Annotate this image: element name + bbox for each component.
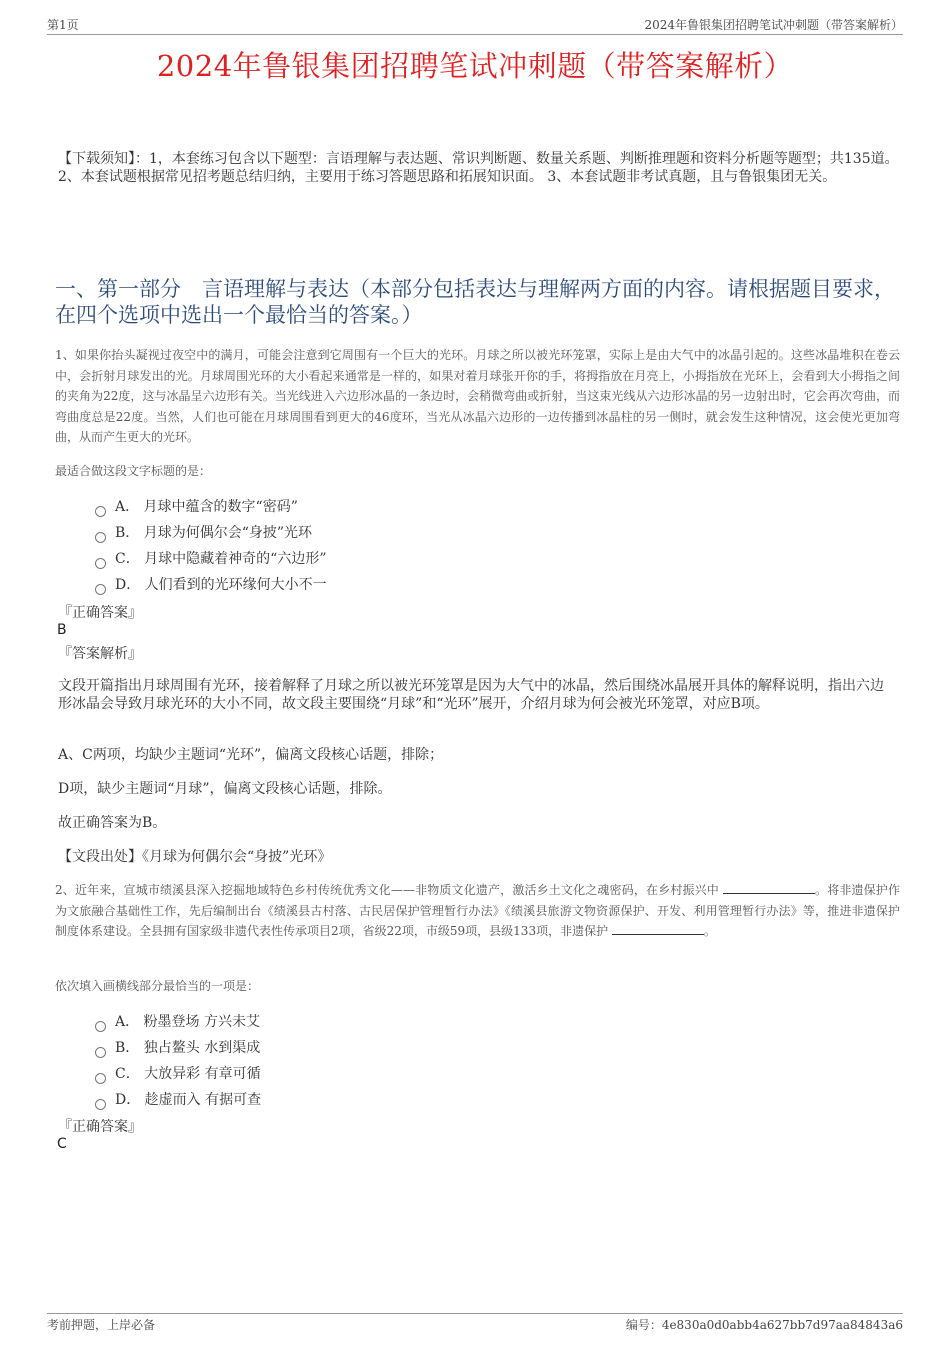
- option-c[interactable]: C． 月球中隐藏着神奇的“六边形”: [95, 546, 327, 572]
- option-a[interactable]: A． 粉墨登场 方兴未艾: [95, 1009, 261, 1035]
- page-header: [47, 16, 903, 35]
- question-1-prompt: 最适合做这段文字标题的是：: [55, 464, 212, 478]
- analysis-label: 『答案解析』: [58, 646, 142, 662]
- option-b[interactable]: B． 月球为何偶尔会“身披”光环: [95, 520, 327, 546]
- page-number: 第1页: [47, 18, 79, 32]
- option-b[interactable]: B． 独占鳌头 水到渠成: [95, 1035, 261, 1061]
- radio-icon[interactable]: [95, 1047, 106, 1058]
- option-c[interactable]: C． 大放异彩 有章可循: [95, 1061, 261, 1087]
- header-doc-title: 2024年鲁银集团招聘笔试冲刺题（带答案解析）: [644, 18, 903, 32]
- answer-label: 『正确答案』: [58, 605, 142, 621]
- page-footer: [47, 1313, 903, 1332]
- radio-icon[interactable]: [95, 532, 106, 543]
- radio-icon[interactable]: [95, 584, 106, 595]
- text-source: 【文段出处】《月球为何偶尔会“身披”光环》: [58, 849, 332, 865]
- analysis-paragraph: 故正确答案为B。: [58, 815, 167, 831]
- radio-icon[interactable]: [95, 1099, 106, 1110]
- document-id: 编号：4e830a0d0abb4a627bb7d97aa84843a6: [625, 1318, 903, 1332]
- question-2-options: [95, 1009, 261, 1113]
- download-notice: 【下载须知】：1，本套练习包含以下题型：言语理解与表达题、常识判断题、数量关系题、判断推理题和资料分析题等题型；共135道。 2、本套试题根据常见招考题总结归纳，主要用于练习答题思路和拓展知识面。 3、本套试题非考试真题，且与鲁银集团无关。: [58, 151, 899, 185]
- radio-icon[interactable]: [95, 558, 106, 569]
- option-d[interactable]: D． 趁虚而入 有据可查: [95, 1087, 261, 1113]
- option-d[interactable]: D． 人们看到的光环缘何大小不一: [95, 572, 327, 598]
- fill-blank: [612, 924, 704, 935]
- analysis-paragraph: D项，缺少主题词“月球”，偏离文段核心话题，排除。: [58, 781, 392, 797]
- analysis-paragraph: 文段开篇指出月球周围有光环，接着解释了月球之所以被光环笼罩是因为大气中的冰晶，然后围绕冰晶展开具体的解释说明，指出六边形冰晶会导致月球光环的大小不同，故文段主要围绕“月球”和“光环”展开，介绍月球为何会被光环笼罩，对应B项。: [58, 678, 884, 712]
- correct-answer: B: [57, 622, 67, 638]
- correct-answer: C: [57, 1136, 67, 1152]
- radio-icon[interactable]: [95, 1073, 106, 1084]
- answer-label: 『正确答案』: [58, 1119, 142, 1135]
- question-1-text: 1、如果你抬头凝视过夜空中的满月，可能会注意到它周围有一个巨大的光环。月球之所以被光环笼罩，实际上是由大气中的冰晶引起的。这些冰晶堆积在卷云中，会折射月球发出的光。月球周围光环的大小看起来通常是一样的，如果对着月球张开你的手，将拇指放在月亮上，小拇指放在光环上，会看到大小拇指之间的夹角为22度，这与冰晶呈六边形有关。当光线进入六边形冰晶的一条边时，会稍微弯曲或折射，当这束光线从六边形冰晶的另一边射出时，它会再次弯曲，而弯曲度总是22度。当然，人们也可能在月球周围看到更大的46度环，当光从冰晶六边形的一边传播到冰晶柱的另一侧时，就会发生这种情况，这会使光更加弯曲，从而产生更大的光环。: [55, 348, 900, 444]
- question-1-options: [95, 494, 327, 598]
- radio-icon[interactable]: [95, 506, 106, 517]
- option-a[interactable]: A． 月球中蕴含的数字“密码”: [95, 494, 327, 520]
- question-2-prompt: 依次填入画横线部分最恰当的一项是：: [55, 979, 260, 993]
- footer-slogan: 考前押题，上岸必备: [47, 1318, 156, 1332]
- question-2-text: 2、近年来，宣城市绩溪县深入挖掘地域特色乡村传统优秀文化——非物质文化遗产，激活乡土文化之魂密码，在乡村振兴中 。将非遗保护作为文旅融合基础性工作，先后编制出台《绩溪县古村落、古民居保护管理暂行办法》《绩溪县旅游文物资源保护、开发、利用管理暂行办法》等，推进非遗保护制度体系建设。全县拥有国家级非遗代表性传承项目2项，省级22项，市级59项，县级133项，非遗保护 。: [55, 883, 900, 938]
- analysis-paragraph: A、C两项，均缺少主题词“光环”，偏离文段核心话题，排除；: [58, 747, 444, 763]
- section-heading: 一、第一部分 言语理解与表达（本部分包括表达与理解两方面的内容。请根据题目要求，在四个选项中选出一个最恰当的答案。）: [55, 277, 895, 327]
- page-title: 2024年鲁银集团招聘笔试冲刺题（带答案解析）: [156, 49, 794, 83]
- fill-blank: [723, 883, 815, 894]
- radio-icon[interactable]: [95, 1021, 106, 1032]
